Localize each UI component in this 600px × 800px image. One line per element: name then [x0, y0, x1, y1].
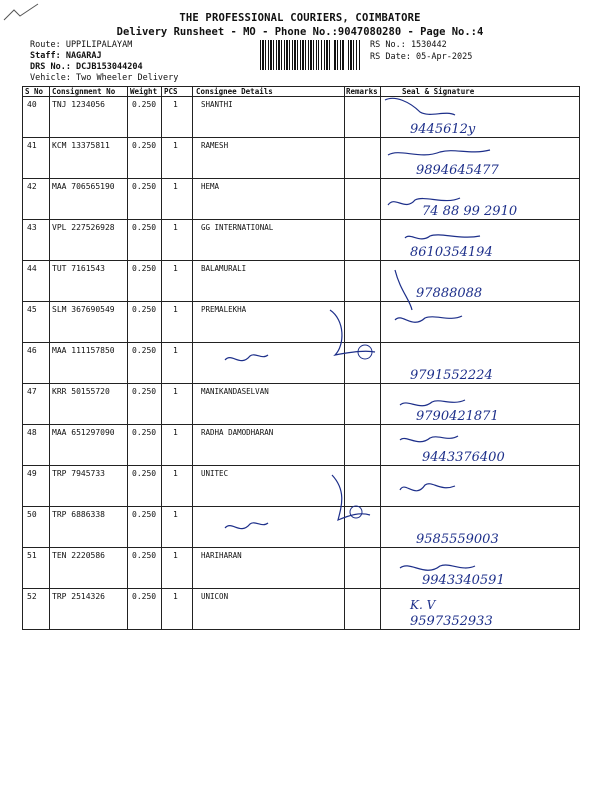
table-row — [22, 305, 580, 342]
handwritten-phone-number: 9790421871 — [416, 409, 499, 424]
pieces-count: 1 — [173, 551, 178, 560]
table-row — [22, 182, 580, 219]
pieces-count: 1 — [173, 182, 178, 191]
handwritten-phone-number: 9894645477 — [416, 163, 499, 178]
consignee-name: HEMA — [201, 182, 220, 191]
serial-number: 42 — [27, 182, 37, 191]
weight-value: 0.250 — [132, 182, 157, 191]
handwritten-signature-name: K. V — [410, 598, 436, 612]
table-row-divider — [22, 260, 580, 261]
pieces-count: 1 — [173, 141, 178, 150]
pieces-count: 1 — [173, 428, 178, 437]
route-info — [30, 40, 178, 84]
drs-line: DRS No.: DCJB153044204 — [30, 62, 143, 72]
table-row-divider — [22, 301, 580, 302]
weight-value: 0.250 — [132, 141, 157, 150]
consignee-name: UNITEC — [201, 469, 229, 478]
table-row — [22, 428, 580, 465]
runsheet-table — [22, 86, 580, 629]
pieces-count: 1 — [173, 510, 178, 519]
table-row — [22, 223, 580, 260]
consignee-name: PREMALEKHA — [201, 305, 247, 314]
weight-value: 0.250 — [132, 592, 157, 601]
consignment-number: TNJ 1234056 — [52, 100, 105, 109]
col-header-pcs: PCS — [164, 87, 178, 96]
consignee-name: MANIKANDASELVAN — [201, 387, 269, 396]
weight-value: 0.250 — [132, 387, 157, 396]
col-header-sno: S No — [25, 87, 44, 96]
weight-value: 0.250 — [132, 428, 157, 437]
consignee-name: BALAMURALI — [201, 264, 247, 273]
document-subtitle: Delivery Runsheet - MO - Phone No.:9047080280 - Page No.:4 — [116, 26, 484, 38]
consignee-name: RADHA DAMODHARAN — [201, 428, 274, 437]
staff-line: Staff: NAGARAJ — [30, 51, 102, 61]
serial-number: 49 — [27, 469, 37, 478]
table-row-divider — [22, 137, 580, 138]
col-header-consignment: Consignment No — [52, 87, 116, 96]
consignee-name: UNICON — [201, 592, 229, 601]
col-header-remarks: Remarks — [346, 87, 378, 96]
pieces-count: 1 — [173, 305, 178, 314]
weight-value: 0.250 — [132, 264, 157, 273]
table-row-divider — [22, 629, 580, 630]
serial-number: 50 — [27, 510, 37, 519]
barcode — [260, 40, 360, 70]
table-row — [22, 510, 580, 547]
pieces-count: 1 — [173, 223, 178, 232]
consignment-number: VPL 227526928 — [52, 223, 115, 232]
consignee-name: GG INTERNATIONAL — [201, 223, 274, 232]
pieces-count: 1 — [173, 346, 178, 355]
weight-value: 0.250 — [132, 469, 157, 478]
pieces-count: 1 — [173, 387, 178, 396]
pieces-count: 1 — [173, 469, 178, 478]
handwritten-phone-number: 74 88 99 2910 — [422, 204, 518, 219]
rs-info — [370, 40, 472, 63]
consignment-number: KRR 50155720 — [52, 387, 110, 396]
document-title: THE PROFESSIONAL COURIERS, COIMBATORE — [179, 12, 421, 24]
consignee-name: RAMESH — [201, 141, 229, 150]
col-header-weight: Weight — [130, 87, 158, 96]
table-row-divider — [22, 96, 580, 97]
handwritten-phone-number: 8610354194 — [410, 245, 493, 260]
weight-value: 0.250 — [132, 551, 157, 560]
col-header-consignee: Consignee Details — [196, 87, 273, 96]
consignment-number: TRP 2514326 — [52, 592, 105, 601]
weight-value: 0.250 — [132, 346, 157, 355]
table-row-divider — [22, 342, 580, 343]
table-row — [22, 387, 580, 424]
table-row-divider — [22, 465, 580, 466]
handwritten-phone-number: 9943340591 — [422, 573, 505, 588]
table-row-divider — [22, 86, 580, 87]
table-row-divider — [22, 424, 580, 425]
pieces-count: 1 — [173, 100, 178, 109]
consignment-number: MAA 111157850 — [52, 346, 115, 355]
serial-number: 44 — [27, 264, 37, 273]
route-line: Route: UPPILIPALAYAM — [30, 40, 133, 50]
handwritten-phone-number: 9443376400 — [422, 450, 505, 465]
pieces-count: 1 — [173, 592, 178, 601]
serial-number: 41 — [27, 141, 37, 150]
serial-number: 51 — [27, 551, 37, 560]
handwritten-phone-number: 9791552224 — [410, 368, 493, 383]
serial-number: 47 — [27, 387, 37, 396]
table-row — [22, 469, 580, 506]
serial-number: 40 — [27, 100, 37, 109]
table-row — [22, 141, 580, 178]
serial-number: 45 — [27, 305, 37, 314]
consignment-number: TEN 2220586 — [52, 551, 105, 560]
table-row-divider — [22, 219, 580, 220]
table-row — [22, 100, 580, 137]
rs-date: RS Date: 05-Apr-2025 — [370, 52, 473, 62]
weight-value: 0.250 — [132, 305, 157, 314]
serial-number: 48 — [27, 428, 37, 437]
vehicle-line: Vehicle: Two Wheeler Delivery — [30, 73, 179, 83]
consignment-number: SLM 367690549 — [52, 305, 115, 314]
consignee-name: HARIHARAN — [201, 551, 242, 560]
weight-value: 0.250 — [132, 100, 157, 109]
consignment-number: TUT 7161543 — [52, 264, 105, 273]
table-row-divider — [22, 588, 580, 589]
consignment-number: MAA 651297090 — [52, 428, 115, 437]
table-row-divider — [22, 506, 580, 507]
pieces-count: 1 — [173, 264, 178, 273]
table-row-divider — [22, 383, 580, 384]
table-row — [22, 346, 580, 383]
consignment-number: KCM 13375811 — [52, 141, 110, 150]
weight-value: 0.250 — [132, 223, 157, 232]
consignee-name: SHANTHI — [201, 100, 233, 109]
serial-number: 46 — [27, 346, 37, 355]
table-row — [22, 551, 580, 588]
table-row — [22, 264, 580, 301]
table-row-divider — [22, 178, 580, 179]
handwritten-phone-number: 97888088 — [416, 286, 483, 301]
weight-value: 0.250 — [132, 510, 157, 519]
consignment-number: MAA 706565190 — [52, 182, 115, 191]
handwritten-phone-number: 9445612y — [410, 122, 476, 137]
consignment-number: TRP 7945733 — [52, 469, 105, 478]
serial-number: 52 — [27, 592, 37, 601]
table-row — [22, 592, 580, 629]
handwritten-phone-number: 9597352933 — [410, 614, 493, 629]
consignment-number: TRP 6886338 — [52, 510, 105, 519]
col-header-seal: Seal & Signature — [402, 87, 475, 96]
handwritten-phone-number: 9585559003 — [416, 532, 499, 547]
rs-number: RS No.: 1530442 — [370, 40, 447, 50]
table-row-divider — [22, 547, 580, 548]
serial-number: 43 — [27, 223, 37, 232]
